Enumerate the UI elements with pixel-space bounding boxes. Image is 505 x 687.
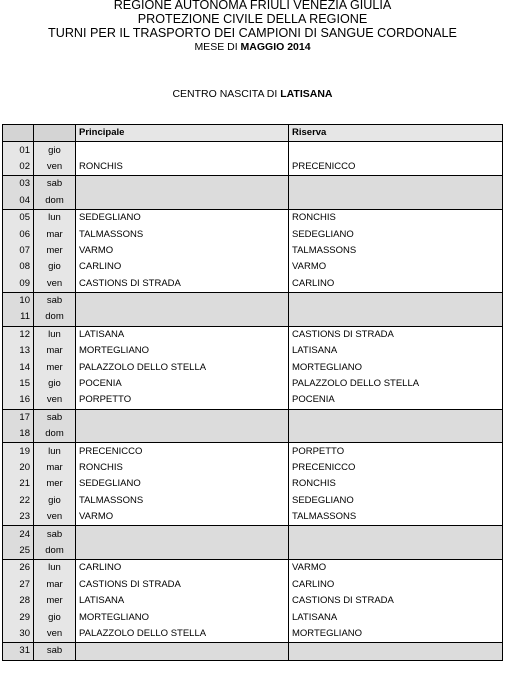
day-number-cell: 17 [3, 409, 34, 426]
riserva-cell: CASTIONS DI STRADA [289, 593, 503, 609]
month-prefix: MESE DI [194, 41, 241, 53]
principale-cell: TALMASSONS [76, 493, 289, 509]
riserva-cell [289, 426, 503, 443]
day-number-cell: 25 [3, 543, 34, 560]
table-row [3, 259, 503, 275]
day-number-cell: 12 [3, 326, 34, 343]
table-row [3, 543, 503, 560]
principale-cell: MORTEGLIANO [76, 343, 289, 359]
table-row [3, 560, 503, 577]
birth-center-line [0, 88, 505, 100]
table-row [3, 392, 503, 409]
weekday-cell: sab [34, 526, 76, 543]
day-number-cell: 30 [3, 626, 34, 643]
principale-cell: CASTIONS DI STRADA [76, 276, 289, 293]
day-number-cell: 11 [3, 309, 34, 326]
table-row [3, 326, 503, 343]
weekday-cell: ven [34, 626, 76, 643]
riserva-cell [289, 176, 503, 193]
weekday-cell: mer [34, 476, 76, 492]
weekday-cell: dom [34, 309, 76, 326]
table-row [3, 476, 503, 492]
day-number-cell: 15 [3, 376, 34, 392]
department-title: PROTEZIONE CIVILE DELLA REGIONE [137, 12, 368, 26]
principale-cell [76, 643, 289, 660]
table-row [3, 509, 503, 526]
day-number-cell: 09 [3, 276, 34, 293]
table-row [3, 276, 503, 293]
weekday-cell: gio [34, 142, 76, 159]
header-principale: Principale [76, 125, 289, 142]
principale-cell [76, 142, 289, 159]
weekday-cell: ven [34, 392, 76, 409]
principale-cell [76, 426, 289, 443]
riserva-cell: TALMASSONS [289, 243, 503, 259]
region-title: REGIONE AUTONOMA FRIULI VENEZIA GIULIA [113, 0, 392, 12]
table-body [3, 142, 503, 660]
principale-cell [76, 193, 289, 210]
weekday-cell: mar [34, 226, 76, 242]
day-number-cell: 19 [3, 443, 34, 460]
riserva-cell: VARMO [289, 560, 503, 577]
table-row [3, 593, 503, 609]
weekday-cell: gio [34, 609, 76, 625]
principale-cell: RONCHIS [76, 159, 289, 176]
riserva-cell [289, 643, 503, 660]
day-number-cell: 04 [3, 193, 34, 210]
header-blank-day [34, 125, 76, 142]
weekday-cell: mer [34, 243, 76, 259]
table-row [3, 309, 503, 326]
document-title: TURNI PER IL TRASPORTO DEI CAMPIONI DI SANGUE CORDONALE [48, 26, 457, 40]
riserva-cell: TALMASSONS [289, 509, 503, 526]
weekday-cell: gio [34, 493, 76, 509]
weekday-cell: mar [34, 577, 76, 593]
riserva-cell: CASTIONS DI STRADA [289, 326, 503, 343]
day-number-cell: 10 [3, 292, 34, 309]
principale-cell: CARLINO [76, 259, 289, 275]
day-number-cell: 27 [3, 577, 34, 593]
center-name: LATISANA [280, 88, 333, 100]
principale-cell: LATISANA [76, 326, 289, 343]
table-row [3, 193, 503, 210]
month-value: MAGGIO 2014 [240, 41, 311, 53]
table-row [3, 409, 503, 426]
principale-cell: PALAZZOLO DELLO STELLA [76, 359, 289, 375]
riserva-cell: CARLINO [289, 276, 503, 293]
table-header-row [3, 125, 503, 142]
day-number-cell: 13 [3, 343, 34, 359]
day-number-cell: 31 [3, 643, 34, 660]
riserva-cell [289, 193, 503, 210]
weekday-cell: sab [34, 409, 76, 426]
day-number-cell: 23 [3, 509, 34, 526]
table-row [3, 460, 503, 476]
day-number-cell: 28 [3, 593, 34, 609]
principale-cell: PORPETTO [76, 392, 289, 409]
day-number-cell: 22 [3, 493, 34, 509]
weekday-cell: lun [34, 326, 76, 343]
header-blank-num [3, 125, 34, 142]
weekday-cell: dom [34, 543, 76, 560]
riserva-cell: PRECENICCO [289, 159, 503, 176]
weekday-cell: mar [34, 460, 76, 476]
day-number-cell: 16 [3, 392, 34, 409]
day-number-cell: 24 [3, 526, 34, 543]
riserva-cell [289, 526, 503, 543]
weekday-cell: sab [34, 643, 76, 660]
riserva-cell: RONCHIS [289, 476, 503, 492]
principale-cell: CASTIONS DI STRADA [76, 577, 289, 593]
table-row [3, 243, 503, 259]
day-number-cell: 20 [3, 460, 34, 476]
weekday-cell: ven [34, 276, 76, 293]
day-number-cell: 03 [3, 176, 34, 193]
principale-cell [76, 526, 289, 543]
principale-cell: SEDEGLIANO [76, 476, 289, 492]
principale-cell: POCENIA [76, 376, 289, 392]
principale-cell [76, 292, 289, 309]
principale-cell: TALMASSONS [76, 226, 289, 242]
table-row [3, 426, 503, 443]
day-number-cell: 07 [3, 243, 34, 259]
principale-cell: VARMO [76, 509, 289, 526]
principale-cell [76, 409, 289, 426]
weekday-cell: mar [34, 343, 76, 359]
day-number-cell: 06 [3, 226, 34, 242]
table-row [3, 577, 503, 593]
table-row [3, 443, 503, 460]
table-row [3, 626, 503, 643]
day-number-cell: 29 [3, 609, 34, 625]
weekday-cell: dom [34, 193, 76, 210]
day-number-cell: 26 [3, 560, 34, 577]
table-row [3, 292, 503, 309]
table-row [3, 176, 503, 193]
riserva-cell: LATISANA [289, 343, 503, 359]
riserva-cell: SEDEGLIANO [289, 226, 503, 242]
day-number-cell: 05 [3, 209, 34, 226]
riserva-cell: MORTEGLIANO [289, 359, 503, 375]
riserva-cell: SEDEGLIANO [289, 493, 503, 509]
riserva-cell: LATISANA [289, 609, 503, 625]
table-row [3, 142, 503, 159]
day-number-cell: 18 [3, 426, 34, 443]
table-row [3, 643, 503, 660]
riserva-cell: PALAZZOLO DELLO STELLA [289, 376, 503, 392]
table-row [3, 359, 503, 375]
weekday-cell: sab [34, 292, 76, 309]
weekday-cell: dom [34, 426, 76, 443]
principale-cell: PRECENICCO [76, 443, 289, 460]
day-number-cell: 14 [3, 359, 34, 375]
riserva-cell: CARLINO [289, 577, 503, 593]
weekday-cell: ven [34, 159, 76, 176]
weekday-cell: lun [34, 209, 76, 226]
principale-cell: SEDEGLIANO [76, 209, 289, 226]
weekday-cell: lun [34, 560, 76, 577]
riserva-cell [289, 142, 503, 159]
shift-table [2, 124, 503, 661]
principale-cell: RONCHIS [76, 460, 289, 476]
day-number-cell: 02 [3, 159, 34, 176]
table-row [3, 376, 503, 392]
table-row [3, 493, 503, 509]
table-row [3, 526, 503, 543]
weekday-cell: lun [34, 443, 76, 460]
table-row [3, 209, 503, 226]
principale-cell: VARMO [76, 243, 289, 259]
principale-cell: CARLINO [76, 560, 289, 577]
riserva-cell: MORTEGLIANO [289, 626, 503, 643]
day-number-cell: 08 [3, 259, 34, 275]
weekday-cell: mer [34, 593, 76, 609]
principale-cell [76, 309, 289, 326]
principale-cell: PALAZZOLO DELLO STELLA [76, 626, 289, 643]
table-row [3, 226, 503, 242]
riserva-cell [289, 543, 503, 560]
principale-cell [76, 176, 289, 193]
table-row [3, 159, 503, 176]
riserva-cell [289, 309, 503, 326]
day-number-cell: 01 [3, 142, 34, 159]
weekday-cell: mer [34, 359, 76, 375]
principale-cell: MORTEGLIANO [76, 609, 289, 625]
riserva-cell: POCENIA [289, 392, 503, 409]
table-row [3, 343, 503, 359]
riserva-cell [289, 292, 503, 309]
riserva-cell: RONCHIS [289, 209, 503, 226]
principale-cell: LATISANA [76, 593, 289, 609]
center-prefix: CENTRO NASCITA DI [172, 88, 281, 100]
weekday-cell: gio [34, 259, 76, 275]
month-line [0, 41, 505, 53]
riserva-cell [289, 409, 503, 426]
riserva-cell: PRECENICCO [289, 460, 503, 476]
weekday-cell: gio [34, 376, 76, 392]
riserva-cell: PORPETTO [289, 443, 503, 460]
header-riserva: Riserva [289, 125, 503, 142]
weekday-cell: ven [34, 509, 76, 526]
riserva-cell: VARMO [289, 259, 503, 275]
day-number-cell: 21 [3, 476, 34, 492]
table-row [3, 609, 503, 625]
weekday-cell: sab [34, 176, 76, 193]
principale-cell [76, 543, 289, 560]
